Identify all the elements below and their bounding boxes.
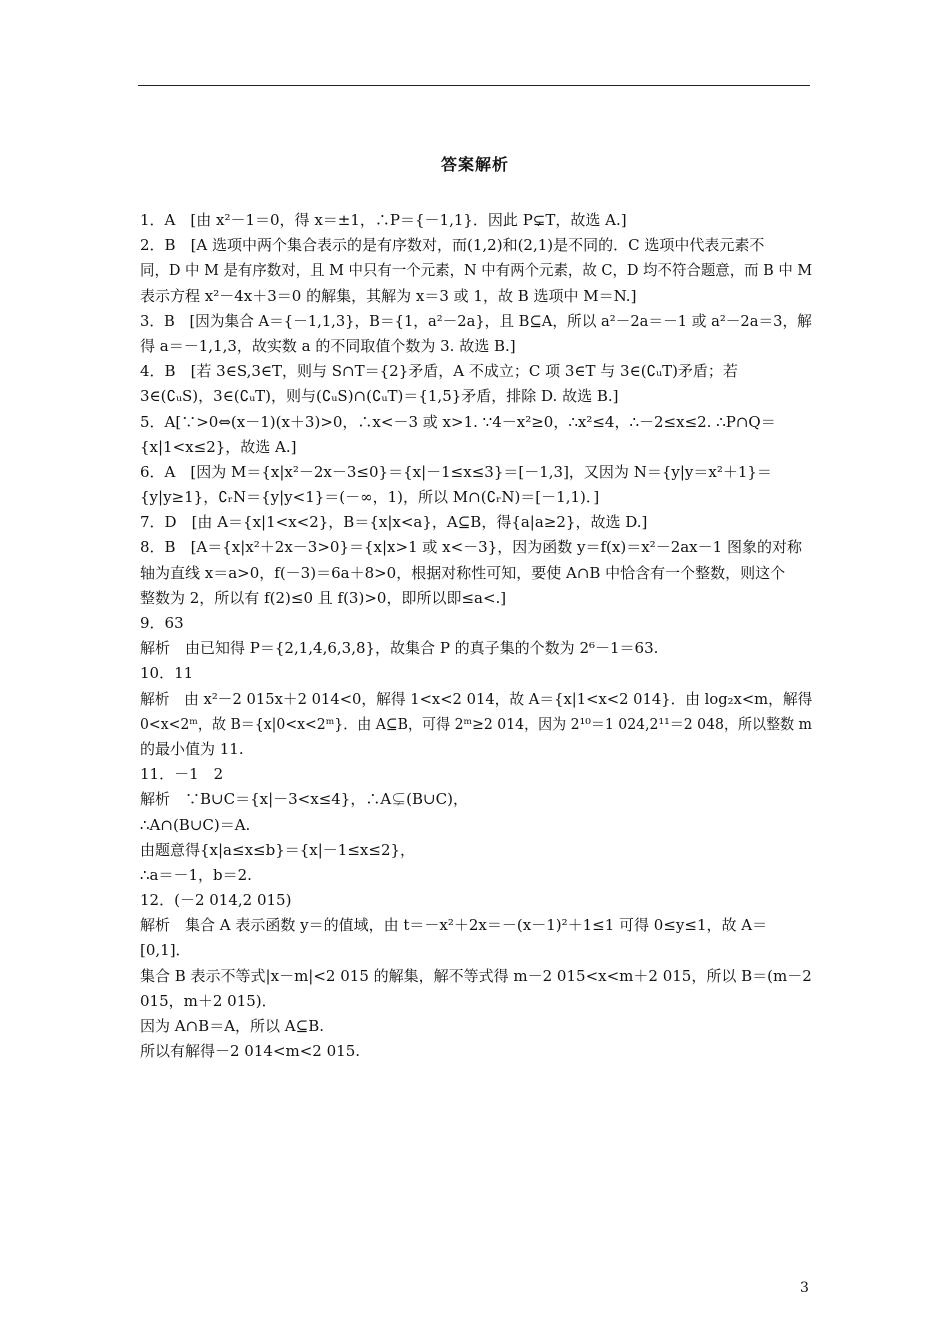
text-line: {x|1<x≤2}，故选 A.] [140,437,297,456]
answer-body [140,208,812,1064]
text-line: 因为 A∩B＝A，所以 A⊆B. [140,1017,324,1035]
text-line: 2．B [A 选项中两个集合表示的是有序数对，而(1,2)和(2,1)是不同的．C 选项中代表元素不 [140,236,765,255]
text-line: 得 a＝－1,1,3，故实数 a 的不同取值个数为 3. 故选 B.] [140,336,516,355]
text-line: 0<x<2ᵐ，故 B＝{x|0<x<2ᵐ}．由 A⊆B，可得 2ᵐ≥2 014，因为 2¹⁰＝1 024,2¹¹＝2 048，所以整数 m [140,714,812,733]
text-line: 解析 由已知得 P＝{2,1,4,6,3,8}，故集合 P 的真子集的个数为 2⁶－1＝63. [140,639,659,658]
text-line: 的最小值为 11. [140,739,244,758]
text-line: 解析 ∵B∪C＝{x|－3<x≤4}，∴A⊊(B∪C)， [140,790,468,809]
text-line: 解析 集合 A 表示函数 y＝的值域，由 t＝－x²＋2x＝－(x－1)²＋1≤1 可得 0≤y≤1，故 A＝ [140,916,768,935]
text-line: 由题意得{x|a≤x≤b}＝{x|－1≤x≤2}， [140,840,416,859]
text-line: 同，D 中 M 是有序数对，且 M 中只有一个元素，N 中有两个元素，故 C，D 均不符合题意，而 B 中 M [140,261,813,280]
text-line: 12．(－2 014,2 015) [140,891,292,910]
text-line: 解析 由 x²－2 015x＋2 014<0，解得 1<x<2 014，故 A＝{x|1<x<2 014}．由 log₂x<m，解得 [140,689,813,708]
text-line: 015，m＋2 015)． [140,991,277,1010]
page-number: 3 [800,1280,809,1296]
text-line: {y|y≥1}，∁ᵣN＝{y|y<1}＝(－∞，1)，所以 M∩(∁ᵣN)＝[－1,1)．] [140,488,600,507]
text-line: 1．A [由 x²－1＝0，得 x＝±1，∴P＝{－1,1}．因此 P⊊T，故选 A.] [140,211,627,229]
text-line: 5．A[∵>0⇔(x－1)(x＋3)>0，∴x<－3 或 x>1. ∵4－x²≥0，∴x²≤4，∴－2≤x≤2. ∴P∩Q＝ [140,412,776,431]
text-line: ∴a＝－1，b＝2. [140,865,252,884]
text-line: 9．63 [140,614,184,632]
text-line: 集合 B 表示不等式|x－m|<2 015 的解集，解不等式得 m－2 015<x<m＋2 015，所以 B＝(m－2 [140,966,812,985]
text-line: 8．B [A＝{x|x²＋2x－3>0}＝{x|x>1 或 x<－3}，因为函数 y＝f(x)＝x²－2ax－1 图象的对称 [140,538,802,557]
text-line: 3∈(∁ᵤS)，3∈(∁ᵤT)，则与(∁ᵤS)∩(∁ᵤT)＝{1,5}矛盾，排除 D. 故选 B.] [140,387,619,406]
text-line: 7．D [由 A＝{x|1<x<2}，B＝{x|x<a}，A⊆B，得{a|a≥2}，故选 D.] [140,513,648,532]
text-line: 整数为 2，所以有 f(2)≤0 且 f(3)>0，即所以即≤a<.] [140,588,507,607]
text-line: 表示方程 x²－4x＋3＝0 的解集，其解为 x＝3 或 1，故 B 选项中 M＝N.] [140,286,637,305]
page-title: 答案解析 [440,155,509,174]
text-line: 所以有解得－2 014<m<2 015. [140,1042,361,1061]
text-line: 轴为直线 x＝a>0，f(－3)＝6a＋8>0，根据对称性可知，要使 A∩B 中恰含有一个整数，则这个 [140,563,786,582]
header-rule [138,85,810,86]
text-line: 11．－1 2 [140,765,224,784]
text-line: 4．B [若 3∈S,3∈T，则与 S∩T＝{2}矛盾，A 不成立；C 项 3∈T 与 3∈(∁ᵤT)矛盾；若 [140,362,738,381]
text-line: 6．A [因为 M＝{x|x²－2x－3≤0}＝{x|－1≤x≤3}＝[－1,3]，又因为 N＝{y|y＝x²＋1}＝ [140,462,772,481]
text-line: 10．11 [140,664,194,683]
text-line: 3．B [因为集合 A＝{－1,1,3}，B＝{1，a²－2a}，且 B⊆A，所以 a²－2a＝－1 或 a²－2a＝3，解 [140,311,812,330]
text-line: ∴A∩(B∪C)＝A. [140,815,251,834]
text-line: [0,1]． [140,941,191,960]
